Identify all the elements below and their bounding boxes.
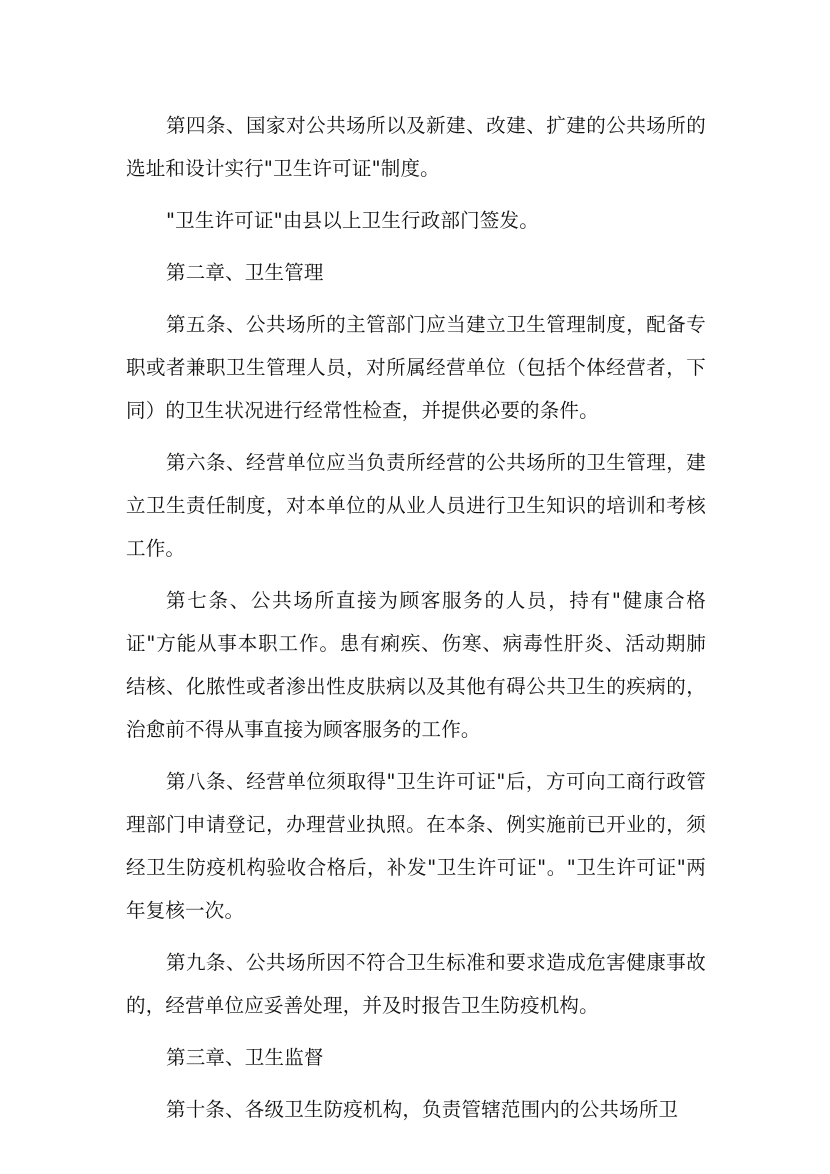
- paragraph-article-7: 第七条、公共场所直接为顾客服务的人员，持有"健康合格证"方能从事本职工作。患有痢疾、伤寒、病毒性肝炎、活动期肺结核、化脓性或者渗出性皮肤病以及其他有碍公共卫生的疾病的，治愈前不得从事直接为顾客服务的工作。: [126, 589, 706, 741]
- paragraph-article-6: 第六条、经营单位应当负责所经营的公共场所的卫生管理，建立卫生责任制度，对本单位的从业人员进行卫生知识的培训和考核工作。: [126, 451, 706, 560]
- paragraph-article-8: 第八条、经营单位须取得"卫生许可证"后，方可向工商行政管理部门申请登记，办理营业执照。在本条、例实施前已开业的，须经卫生防疫机构验收合格后，补发"卫生许可证"。"卫生许可证"两年复核一次。: [126, 770, 706, 922]
- paragraph-article-9: 第九条、公共场所因不符合卫生标准和要求造成危害健康事故的，经营单位应妥善处理，并及时报告卫生防疫机构。: [126, 951, 706, 1017]
- paragraph-article-10: 第十条、各级卫生防疫机构，负责管辖范围内的公共场所卫: [166, 1098, 679, 1121]
- paragraph-license-issuance: "卫生许可证"由县以上卫生行政部门签发。: [166, 209, 539, 232]
- chapter-heading-3: 第三章、卫生监督: [166, 1046, 324, 1069]
- paragraph-article-5: 第五条、公共场所的主管部门应当建立卫生管理制度，配备专职或者兼职卫生管理人员，对所属经营单位（包括个体经营者，下同）的卫生状况进行经常性检查，并提供必要的条件。: [126, 313, 706, 422]
- chapter-heading-2: 第二章、卫生管理: [166, 261, 324, 284]
- paragraph-article-4: 第四条、国家对公共场所以及新建、改建、扩建的公共场所的选址和设计实行"卫生许可证"制度。: [126, 114, 706, 180]
- document-body: [126, 104, 706, 1140]
